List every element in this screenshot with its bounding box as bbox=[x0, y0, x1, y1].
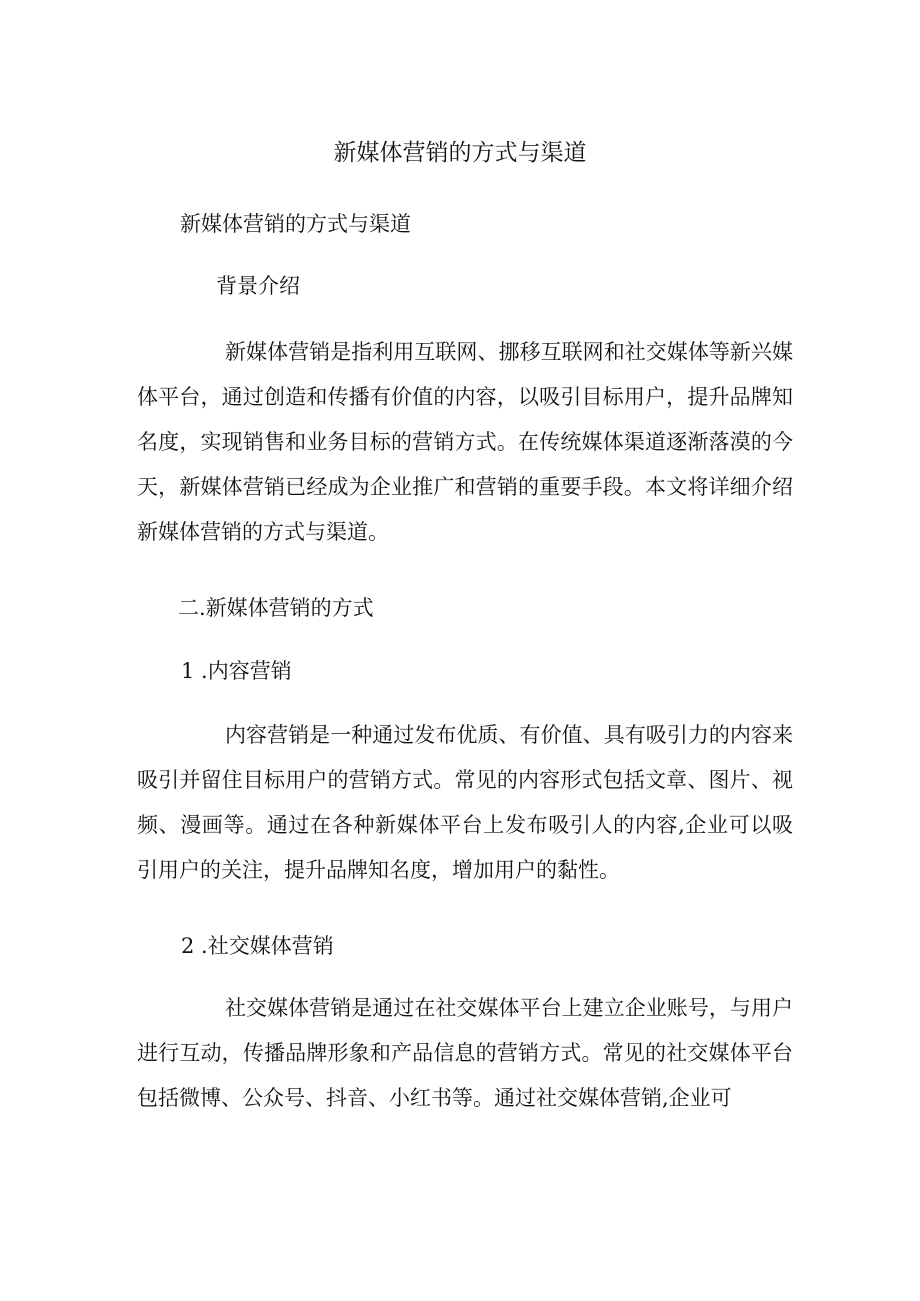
document-subtitle: 新媒体营销的方式与渠道 bbox=[180, 212, 411, 236]
content-marketing-paragraph: 内容营销是一种通过发布优质、有价值、具有吸引力的内容来吸引并留住目标用户的营销方式。常见的内容形式包括文章、图片、视频、漫画等。通过在各种新媒体平台上发布吸引人的内容,企业可以吸引用户的关注，提升品牌知名度，增加用户的黏性。 bbox=[137, 723, 793, 882]
social-media-marketing-paragraph: 社交媒体营销是通过在社交媒体平台上建立企业账号，与用户进行互动，传播品牌形象和产品信息的营销方式。常见的社交媒体平台包括微博、公众号、抖音、小红书等。通过社交媒体营销,企业可 bbox=[137, 996, 793, 1110]
social-media-marketing-heading: 2 .社交媒体营销 bbox=[181, 934, 334, 958]
background-paragraph: 新媒体营销是指利用互联网、挪移互联网和社交媒体等新兴媒体平台，通过创造和传播有价值的内容，以吸引目标用户，提升品牌知名度，实现销售和业务目标的营销方式。在传统媒体渠道逐渐落漠的今天，新媒体营销已经成为企业推广和营销的重要手段。本文将详细介绍新媒体营销的方式与渠道。 bbox=[137, 340, 793, 544]
section-two-heading: 二.新媒体营销的方式 bbox=[178, 596, 374, 620]
document-title: 新媒体营销的方式与渠道 bbox=[333, 140, 587, 166]
content-marketing-heading: 1 .内容营销 bbox=[181, 659, 292, 683]
background-heading: 背景介绍 bbox=[216, 274, 300, 298]
